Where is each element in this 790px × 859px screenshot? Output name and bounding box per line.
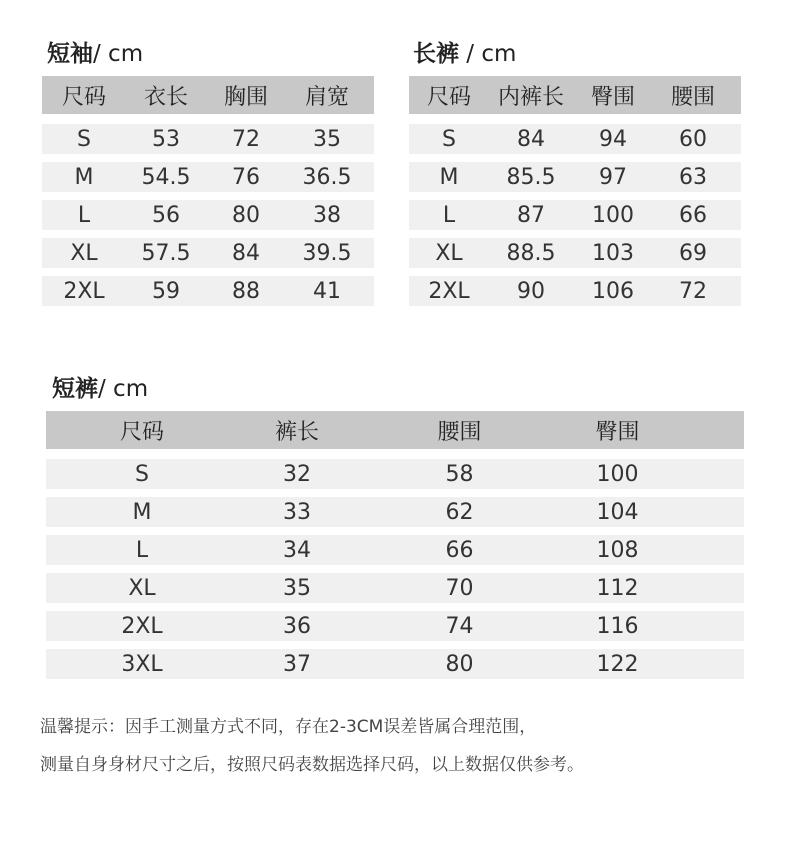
shorts-row	[46, 535, 744, 565]
shorts-cell: 36	[283, 613, 311, 639]
pants-cell: 94	[599, 126, 627, 152]
shorts-cell: 34	[283, 537, 311, 563]
shorts-header-cell: 腰围	[437, 419, 482, 445]
shorts-header-row	[46, 411, 744, 449]
pants-section-title	[413, 35, 516, 68]
shorts-cell: 100	[596, 461, 639, 487]
shirt-unit: / cm	[93, 41, 144, 67]
shorts-header-cell: 裤长	[274, 419, 319, 445]
shorts-cell: 33	[283, 499, 311, 525]
pants-cell: 84	[517, 126, 545, 152]
pants-cell: 88.5	[506, 240, 556, 266]
shorts-cell: 116	[596, 613, 639, 639]
shorts-cell: XL	[128, 575, 156, 601]
shorts-section-title	[52, 370, 148, 403]
shorts-title: 短裤	[52, 376, 98, 402]
shirt-size-table	[42, 76, 374, 314]
shirt-cell: 38	[313, 202, 341, 228]
pants-header-row	[409, 76, 741, 114]
shorts-row	[46, 573, 744, 603]
shirt-cell: 59	[152, 278, 180, 304]
shorts-cell: 3XL	[121, 651, 163, 677]
shirt-title: 短袖	[47, 41, 93, 67]
shirt-header-row	[42, 76, 374, 114]
shorts-cell: 112	[596, 575, 639, 601]
shorts-cell: 58	[445, 461, 474, 487]
shorts-cell: 2XL	[121, 613, 163, 639]
pants-cell: M	[439, 164, 459, 190]
shirt-row	[42, 238, 374, 268]
shorts-header-cell: 尺码	[119, 419, 164, 445]
pants-row	[409, 276, 741, 306]
shorts-header-cell: 臀围	[595, 419, 640, 445]
pants-header-cell: 腰围	[670, 84, 715, 110]
pants-row	[409, 162, 741, 192]
shorts-cell: 74	[445, 613, 474, 639]
shirt-cell: 2XL	[63, 278, 105, 304]
shorts-cell: 70	[445, 575, 474, 601]
pants-header-cell: 尺码	[426, 84, 471, 110]
shorts-cell: L	[135, 537, 149, 563]
pants-cell: 106	[592, 278, 634, 304]
pants-cell: L	[442, 202, 456, 228]
pants-cell: 66	[679, 202, 707, 228]
shirt-cell: 41	[313, 278, 341, 304]
shirt-row	[42, 276, 374, 306]
pants-size-table	[409, 76, 741, 314]
shorts-row	[46, 459, 744, 489]
shirt-row	[42, 200, 374, 230]
pants-row	[409, 124, 741, 154]
shorts-cell: 108	[596, 537, 639, 563]
pants-cell: 90	[517, 278, 545, 304]
shorts-unit: / cm	[98, 376, 149, 402]
shirt-cell: L	[77, 202, 91, 228]
pants-cell: 85.5	[506, 164, 556, 190]
shorts-row	[46, 649, 744, 679]
shirt-cell: 76	[232, 164, 260, 190]
shorts-cell: 37	[283, 651, 311, 677]
shorts-row	[46, 497, 744, 527]
shirt-cell: 54.5	[141, 164, 191, 190]
shirt-cell: 84	[232, 240, 260, 266]
shirt-cell: 80	[232, 202, 260, 228]
note-line-1: 温馨提示：因手工测量方式不同，存在2-3CM误差皆属合理范围，	[40, 717, 537, 737]
pants-header-cell: 内裤长	[497, 84, 564, 110]
pants-cell: 87	[517, 202, 545, 228]
shirt-cell: 72	[232, 126, 260, 152]
shorts-cell: M	[132, 499, 152, 525]
shorts-cell: 35	[283, 575, 311, 601]
pants-row	[409, 238, 741, 268]
pants-cell: S	[442, 126, 456, 152]
shirt-cell: 39.5	[302, 240, 352, 266]
pants-cell: 103	[592, 240, 634, 266]
shirt-cell: 88	[232, 278, 260, 304]
shirt-section-title	[47, 35, 143, 68]
shirt-cell: XL	[70, 240, 98, 266]
shorts-size-table	[46, 411, 744, 687]
pants-unit: / cm	[459, 41, 517, 67]
shorts-cell: S	[135, 461, 149, 487]
pants-cell: 97	[599, 164, 627, 190]
pants-header-cell: 臀围	[590, 84, 635, 110]
shirt-cell: 57.5	[141, 240, 191, 266]
note-line-2: 测量自身身材尺寸之后，按照尺码表数据选择尺码，以上数据仅供参考。	[40, 755, 584, 775]
pants-cell: XL	[435, 240, 463, 266]
pants-cell: 60	[679, 126, 707, 152]
shorts-cell: 122	[596, 651, 639, 677]
shirt-cell: S	[77, 126, 91, 152]
shirt-row	[42, 124, 374, 154]
shorts-cell: 80	[445, 651, 474, 677]
pants-cell: 63	[679, 164, 707, 190]
pants-cell: 72	[679, 278, 707, 304]
shorts-row	[46, 611, 744, 641]
pants-cell: 2XL	[428, 278, 470, 304]
shorts-cell: 66	[445, 537, 474, 563]
shirt-header-cell: 衣长	[143, 84, 188, 110]
shirt-row	[42, 162, 374, 192]
pants-cell: 69	[679, 240, 707, 266]
pants-cell: 100	[592, 202, 634, 228]
shirt-cell: 35	[313, 126, 341, 152]
shirt-cell: 36.5	[302, 164, 352, 190]
shirt-cell: 56	[152, 202, 180, 228]
shorts-cell: 32	[283, 461, 311, 487]
shorts-cell: 104	[596, 499, 639, 525]
shirt-cell: 53	[152, 126, 180, 152]
shorts-cell: 62	[445, 499, 474, 525]
pants-title: 长裤	[413, 41, 459, 67]
shirt-header-cell: 胸围	[223, 84, 268, 110]
shirt-header-cell: 肩宽	[304, 84, 349, 110]
shirt-cell: M	[74, 164, 94, 190]
pants-row	[409, 200, 741, 230]
shirt-header-cell: 尺码	[61, 84, 106, 110]
